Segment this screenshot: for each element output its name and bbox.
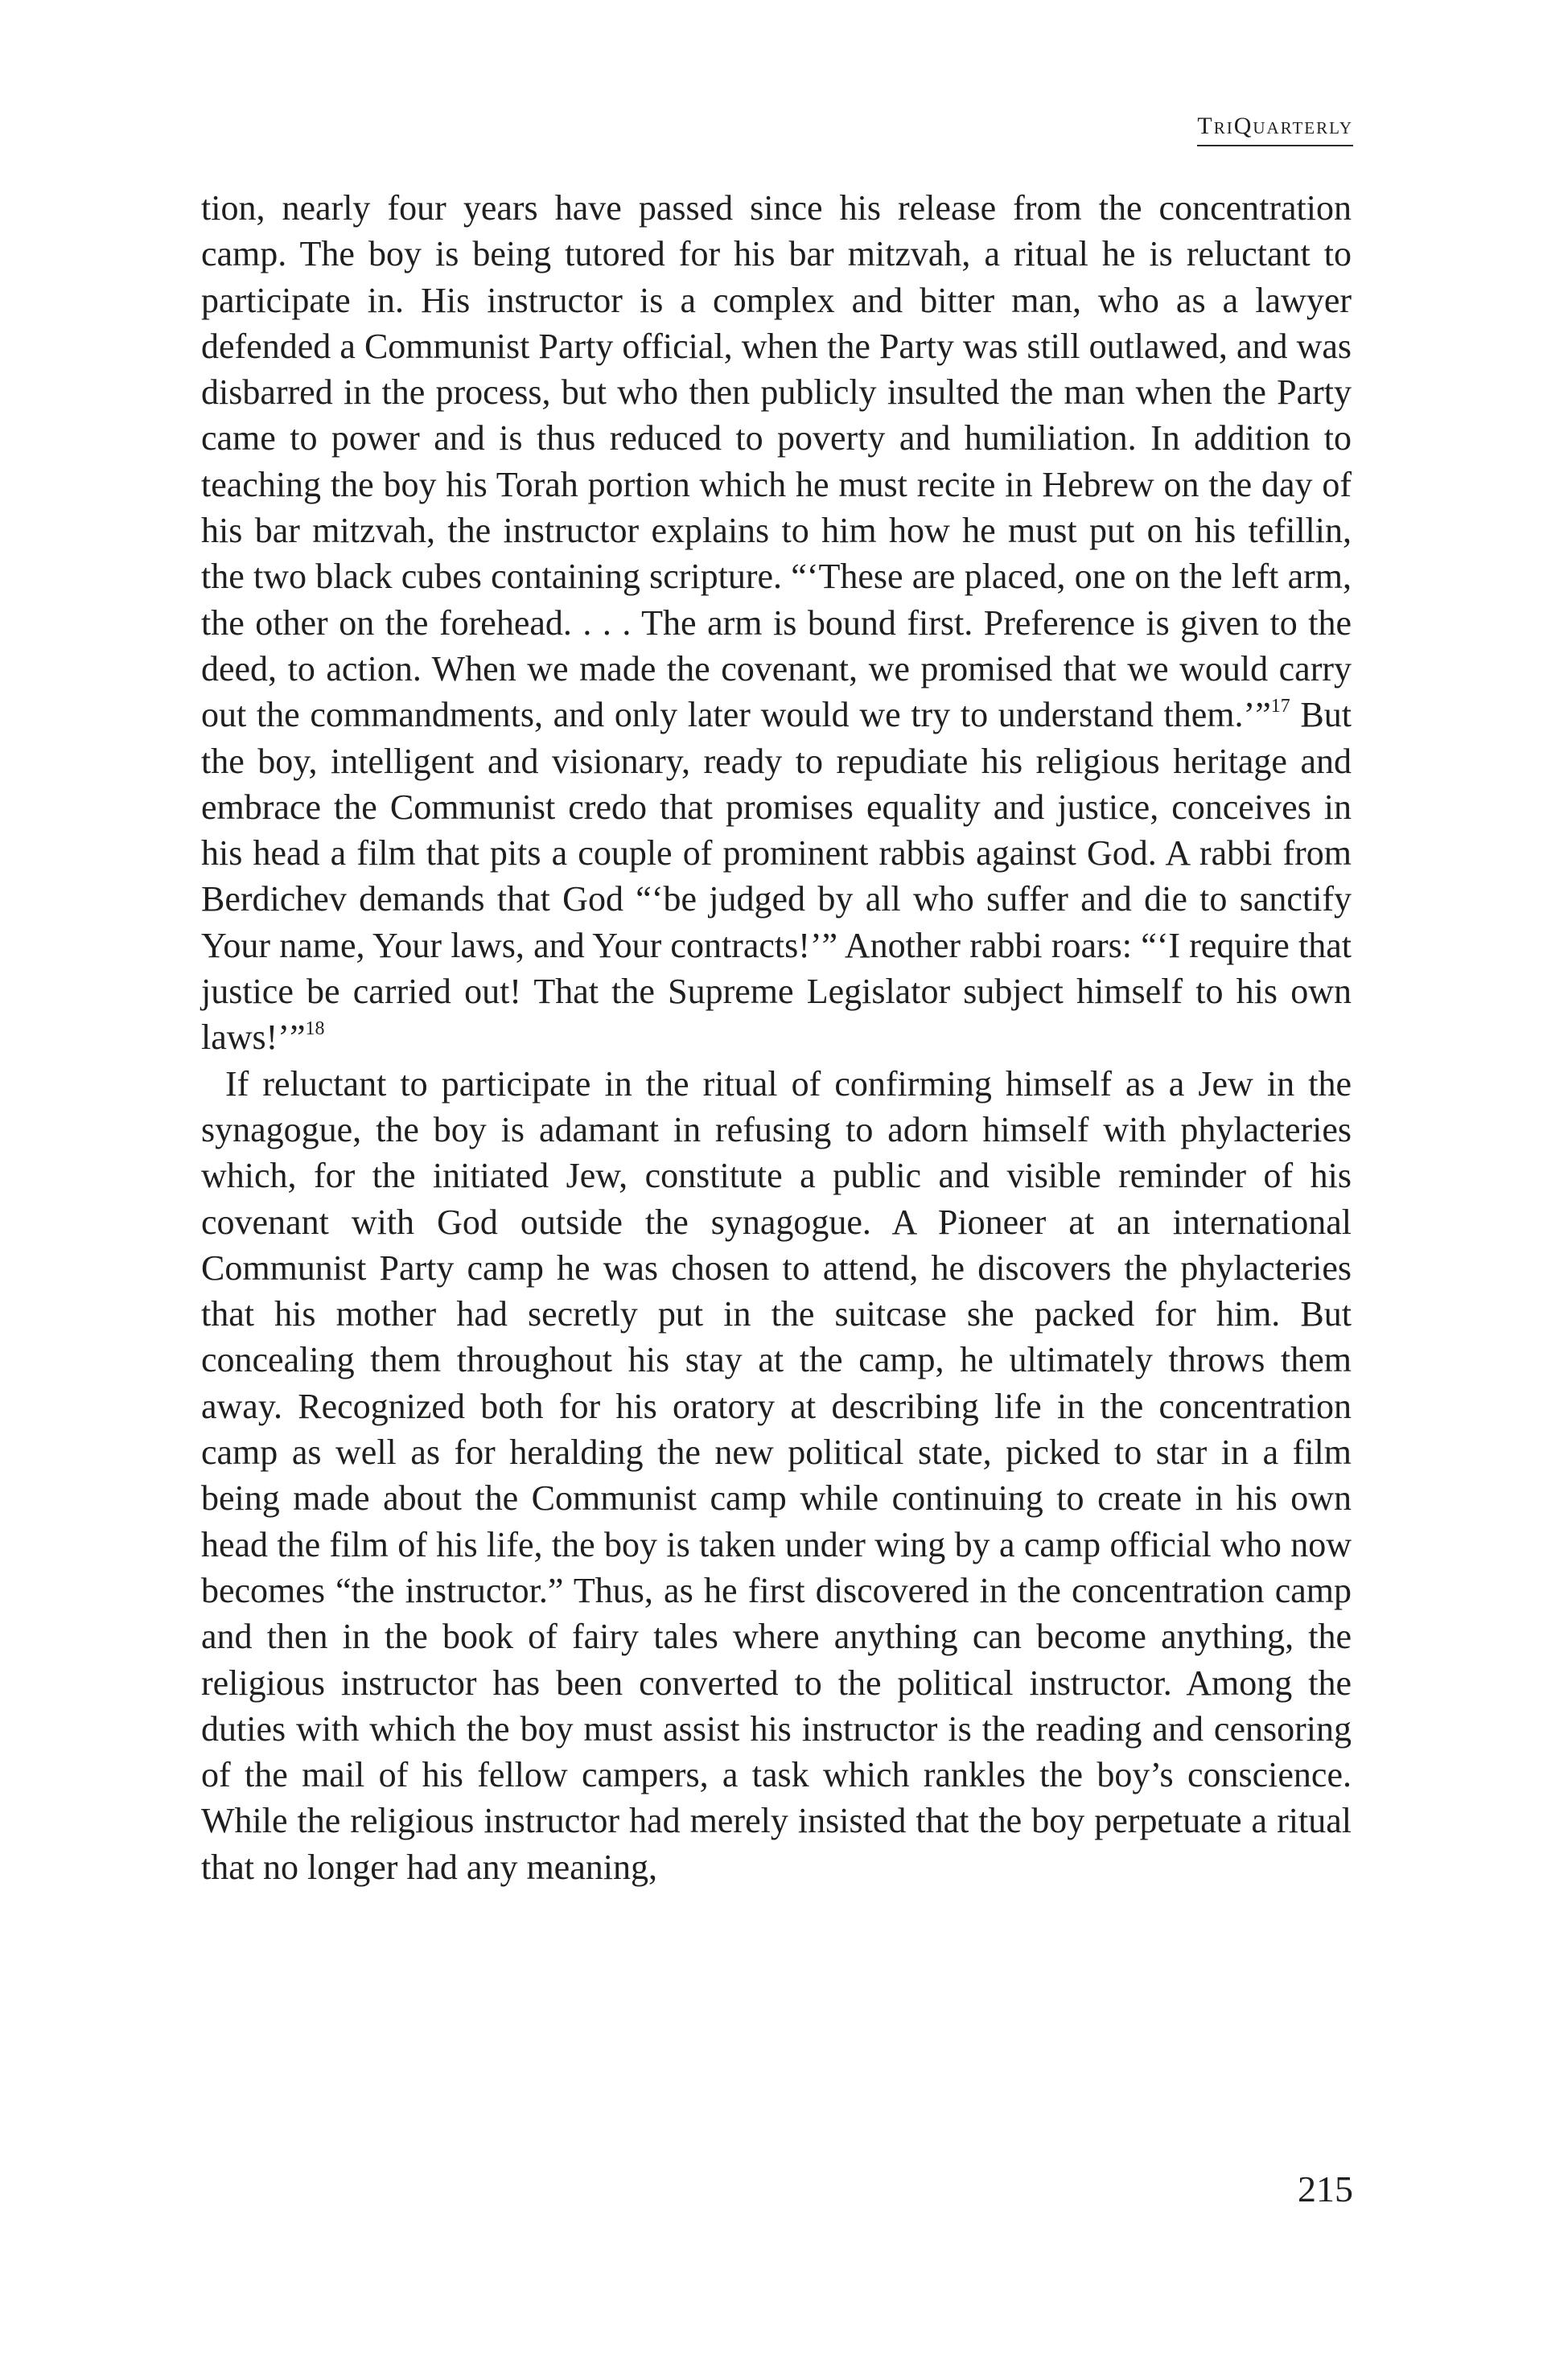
footnote-marker: 17 <box>1270 696 1290 717</box>
footnote-marker: 18 <box>305 1018 325 1040</box>
article-body <box>201 185 1352 1890</box>
paragraph-continued <box>201 185 1352 1061</box>
paragraph-text: But the boy, intelligent and visionary, ready to repudiate his religious heritage and embrace the Communist credo that promises equality and justice, conceives in his head a film that pits a couple of prominent rabbis against God. A rabbi from Berdichev demands that God “‘be judged by all who suffer and die to sanctify Your name, Your laws, and Your contracts!’” Another rabbi roars: “‘I require that justice be carried out! That the Supreme Legislator subject himself to his own laws!’” <box>201 695 1352 1058</box>
paragraph-text: tion, nearly four years have passed since his release from the concentration camp. The boy is being tutored for his bar mitzvah, a ritual he is reluctant to participate in. His instructor is a complex and bitter man, who as a lawyer defended a Communist Party official, when the Party was still outlawed, and was disbarred in the process, but who then publicly insulted the man when the Party came to power and is thus reduced to poverty and humiliation. In addition to teaching the boy his Torah portion which he must recite in Hebrew on the day of his bar mitzvah, the instructor explains to him how he must put on his tefillin, the two black cubes containing scripture. “‘These are placed, one on the left arm, the other on the forehead. . . . The arm is bound first. Preference is given to the deed, to action. When we made the covenant, we promised that we would carry out the commandments, and only later would we try to understand them.’” <box>201 188 1352 735</box>
page-number: 215 <box>1298 2168 1353 2209</box>
paragraph: If reluctant to participate in the ritual of confirming himself as a Jew in the synagogue, the boy is adamant in refusing to adorn himself with phylacteries which, for the initiated Jew, constitute a public and visible reminder of his covenant with God outside the synagogue. A Pioneer at an international Communist Party camp he was chosen to attend, he discovers the phylacteries that his mother had secretly put in the suitcase she packed for him. But concealing them throughout his stay at the camp, he ultimately throws them away. Recognized both for his oratory at describing life in the concentration camp as well as for heralding the new political state, picked to star in a film being made about the Communist camp while continuing to create in his own head the film of his life, the boy is taken under wing by a camp official who now becomes “the instructor.” Thus, as he first discovered in the concentration camp and then in the book of fairy tales where anything can become anything, the religious instructor has been converted to the political instructor. Among the duties with which the boy must assist his instructor is the reading and censoring of the mail of his fellow campers, a task which rankles the boy’s conscience. While the religious instructor had merely insisted that the boy perpetuate a ritual that no longer had any meaning, <box>201 1063 1352 1887</box>
running-header: TriQuarterly <box>1197 113 1353 146</box>
